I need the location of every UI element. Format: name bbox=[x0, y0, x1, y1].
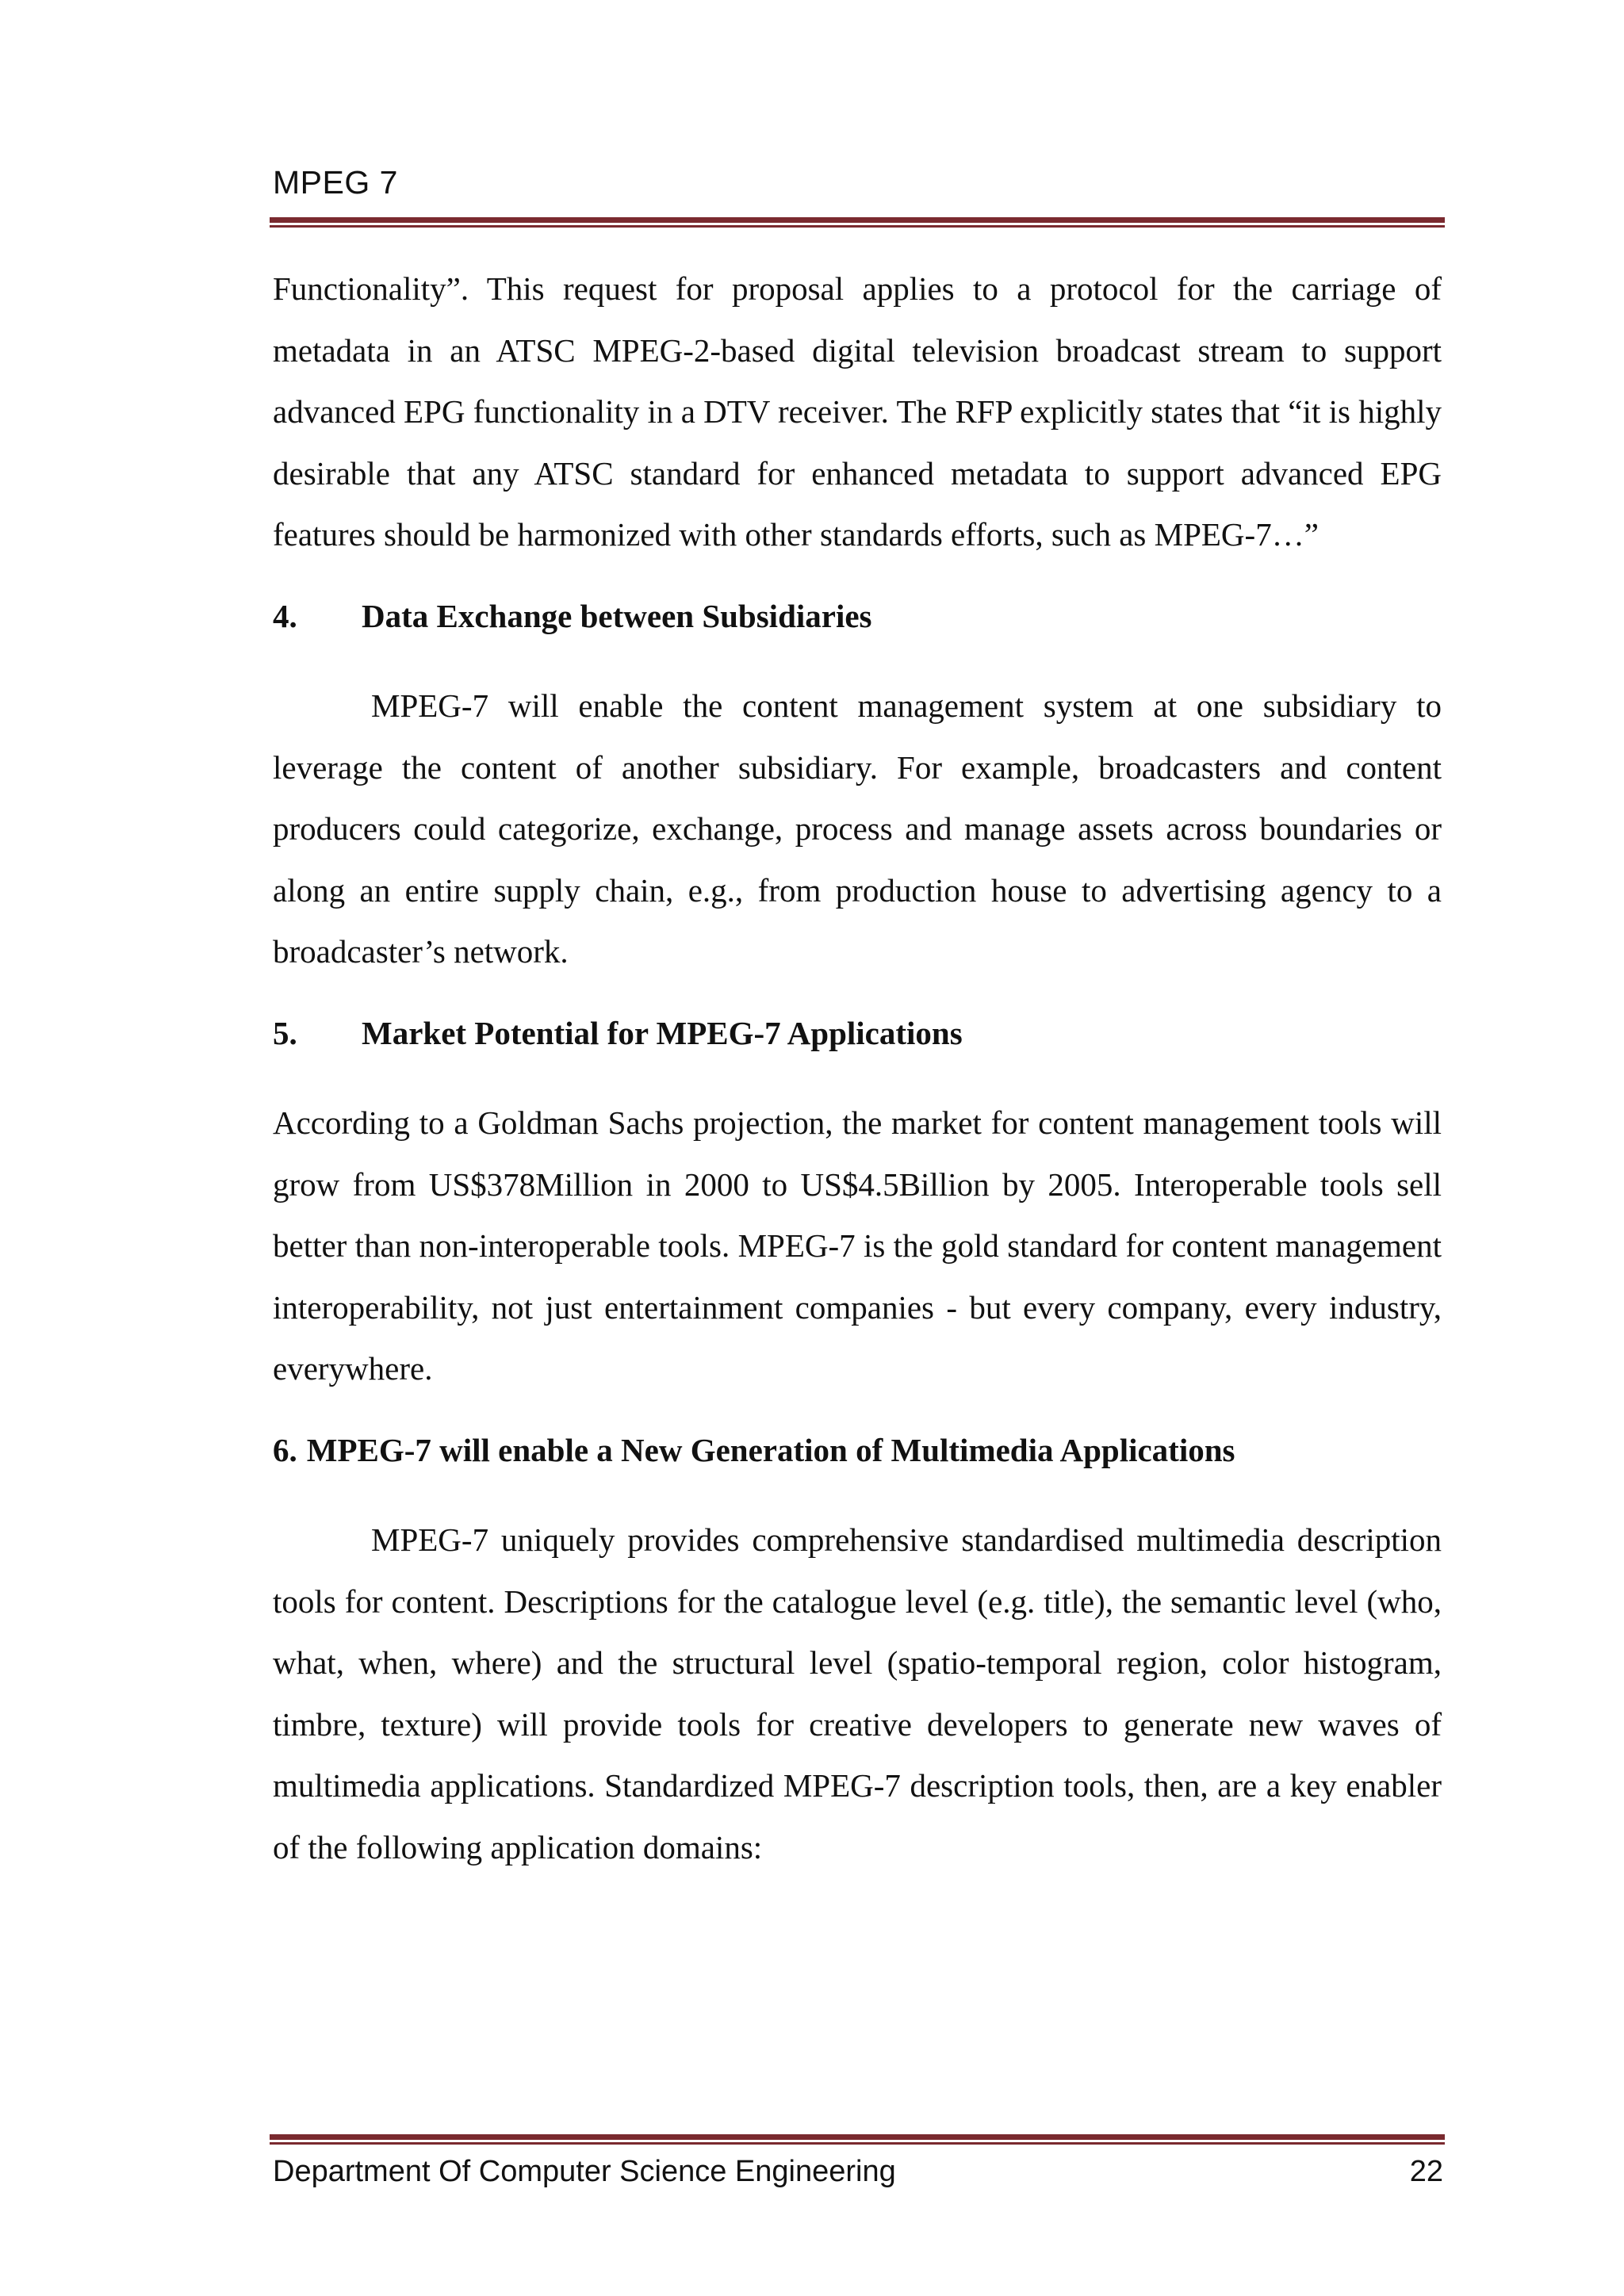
header-divider-thick-line bbox=[270, 217, 1445, 223]
section-4-number: 4. bbox=[273, 597, 297, 634]
section-6-paragraph: MPEG-7 uniquely provides comprehensive standardised multimedia description tools for content. Descriptions for the catalogue level (e.g. title), the semantic level (who, what, when, where) and the structural level (spatio-temporal region, color histogram, timbre, texture) will provide tools for creative developers to generate new waves of multimedia applications. Standardized MPEG-7 description tools, then, are a key enabler of the following application domains: bbox=[273, 1521, 1442, 1866]
footer-department: Department Of Computer Science Engineering bbox=[273, 2155, 896, 2188]
footer-page-number: 22 bbox=[1409, 2155, 1443, 2188]
section-6-number: 6. bbox=[273, 1431, 297, 1468]
section-6-heading bbox=[273, 1430, 1442, 1470]
section-6-title: MPEG-7 will enable a New Generation of Multimedia Applications bbox=[306, 1431, 1235, 1468]
section-5-paragraph: According to a Goldman Sachs projection, the market for content management tools will grow from US$378Million in 2000 to US$4.5Billion by 2005. Interoperable tools sell better than non-interoperable tools. MPEG-7 is the gold standard for content management interoperability, not just entertainment companies - but every company, every industry, everywhere. bbox=[273, 1104, 1442, 1387]
page-footer bbox=[273, 2156, 1443, 2187]
section-5-heading bbox=[273, 1013, 1442, 1053]
section-4-paragraph: MPEG-7 will enable the content management system at one subsidiary to leverage the content of another subsidiary. For example, broadcasters and content producers could categorize, exchange, process and manage assets across boundaries or along an entire supply chain, e.g., from production house to advertising agency to a broadcaster’s network. bbox=[273, 687, 1442, 970]
footer-divider bbox=[270, 2134, 1445, 2145]
footer-divider-thin-line bbox=[270, 2142, 1445, 2145]
header-divider bbox=[270, 217, 1445, 228]
section-4-heading bbox=[273, 596, 1442, 636]
page-header-title: MPEG 7 bbox=[273, 164, 398, 201]
page-body bbox=[273, 258, 1442, 1878]
footer-divider-thick-line bbox=[270, 2134, 1445, 2140]
section-5-number: 5. bbox=[273, 1014, 297, 1051]
section-4-title: Data Exchange between Subsidiaries bbox=[362, 597, 872, 634]
intro-paragraph: Functionality”. This request for proposal applies to a protocol for the carriage of metadata in an ATSC MPEG-2-based digital television broadcast stream to support advanced EPG functionality in a DTV receiver. The RFP explicitly states that “it is highly desirable that any ATSC standard for enhanced metadata to support advanced EPG features should be harmonized with other standards efforts, such as MPEG-7…” bbox=[273, 270, 1442, 553]
section-5-title: Market Potential for MPEG-7 Applications bbox=[362, 1014, 963, 1051]
header-divider-thin-line bbox=[270, 225, 1445, 228]
